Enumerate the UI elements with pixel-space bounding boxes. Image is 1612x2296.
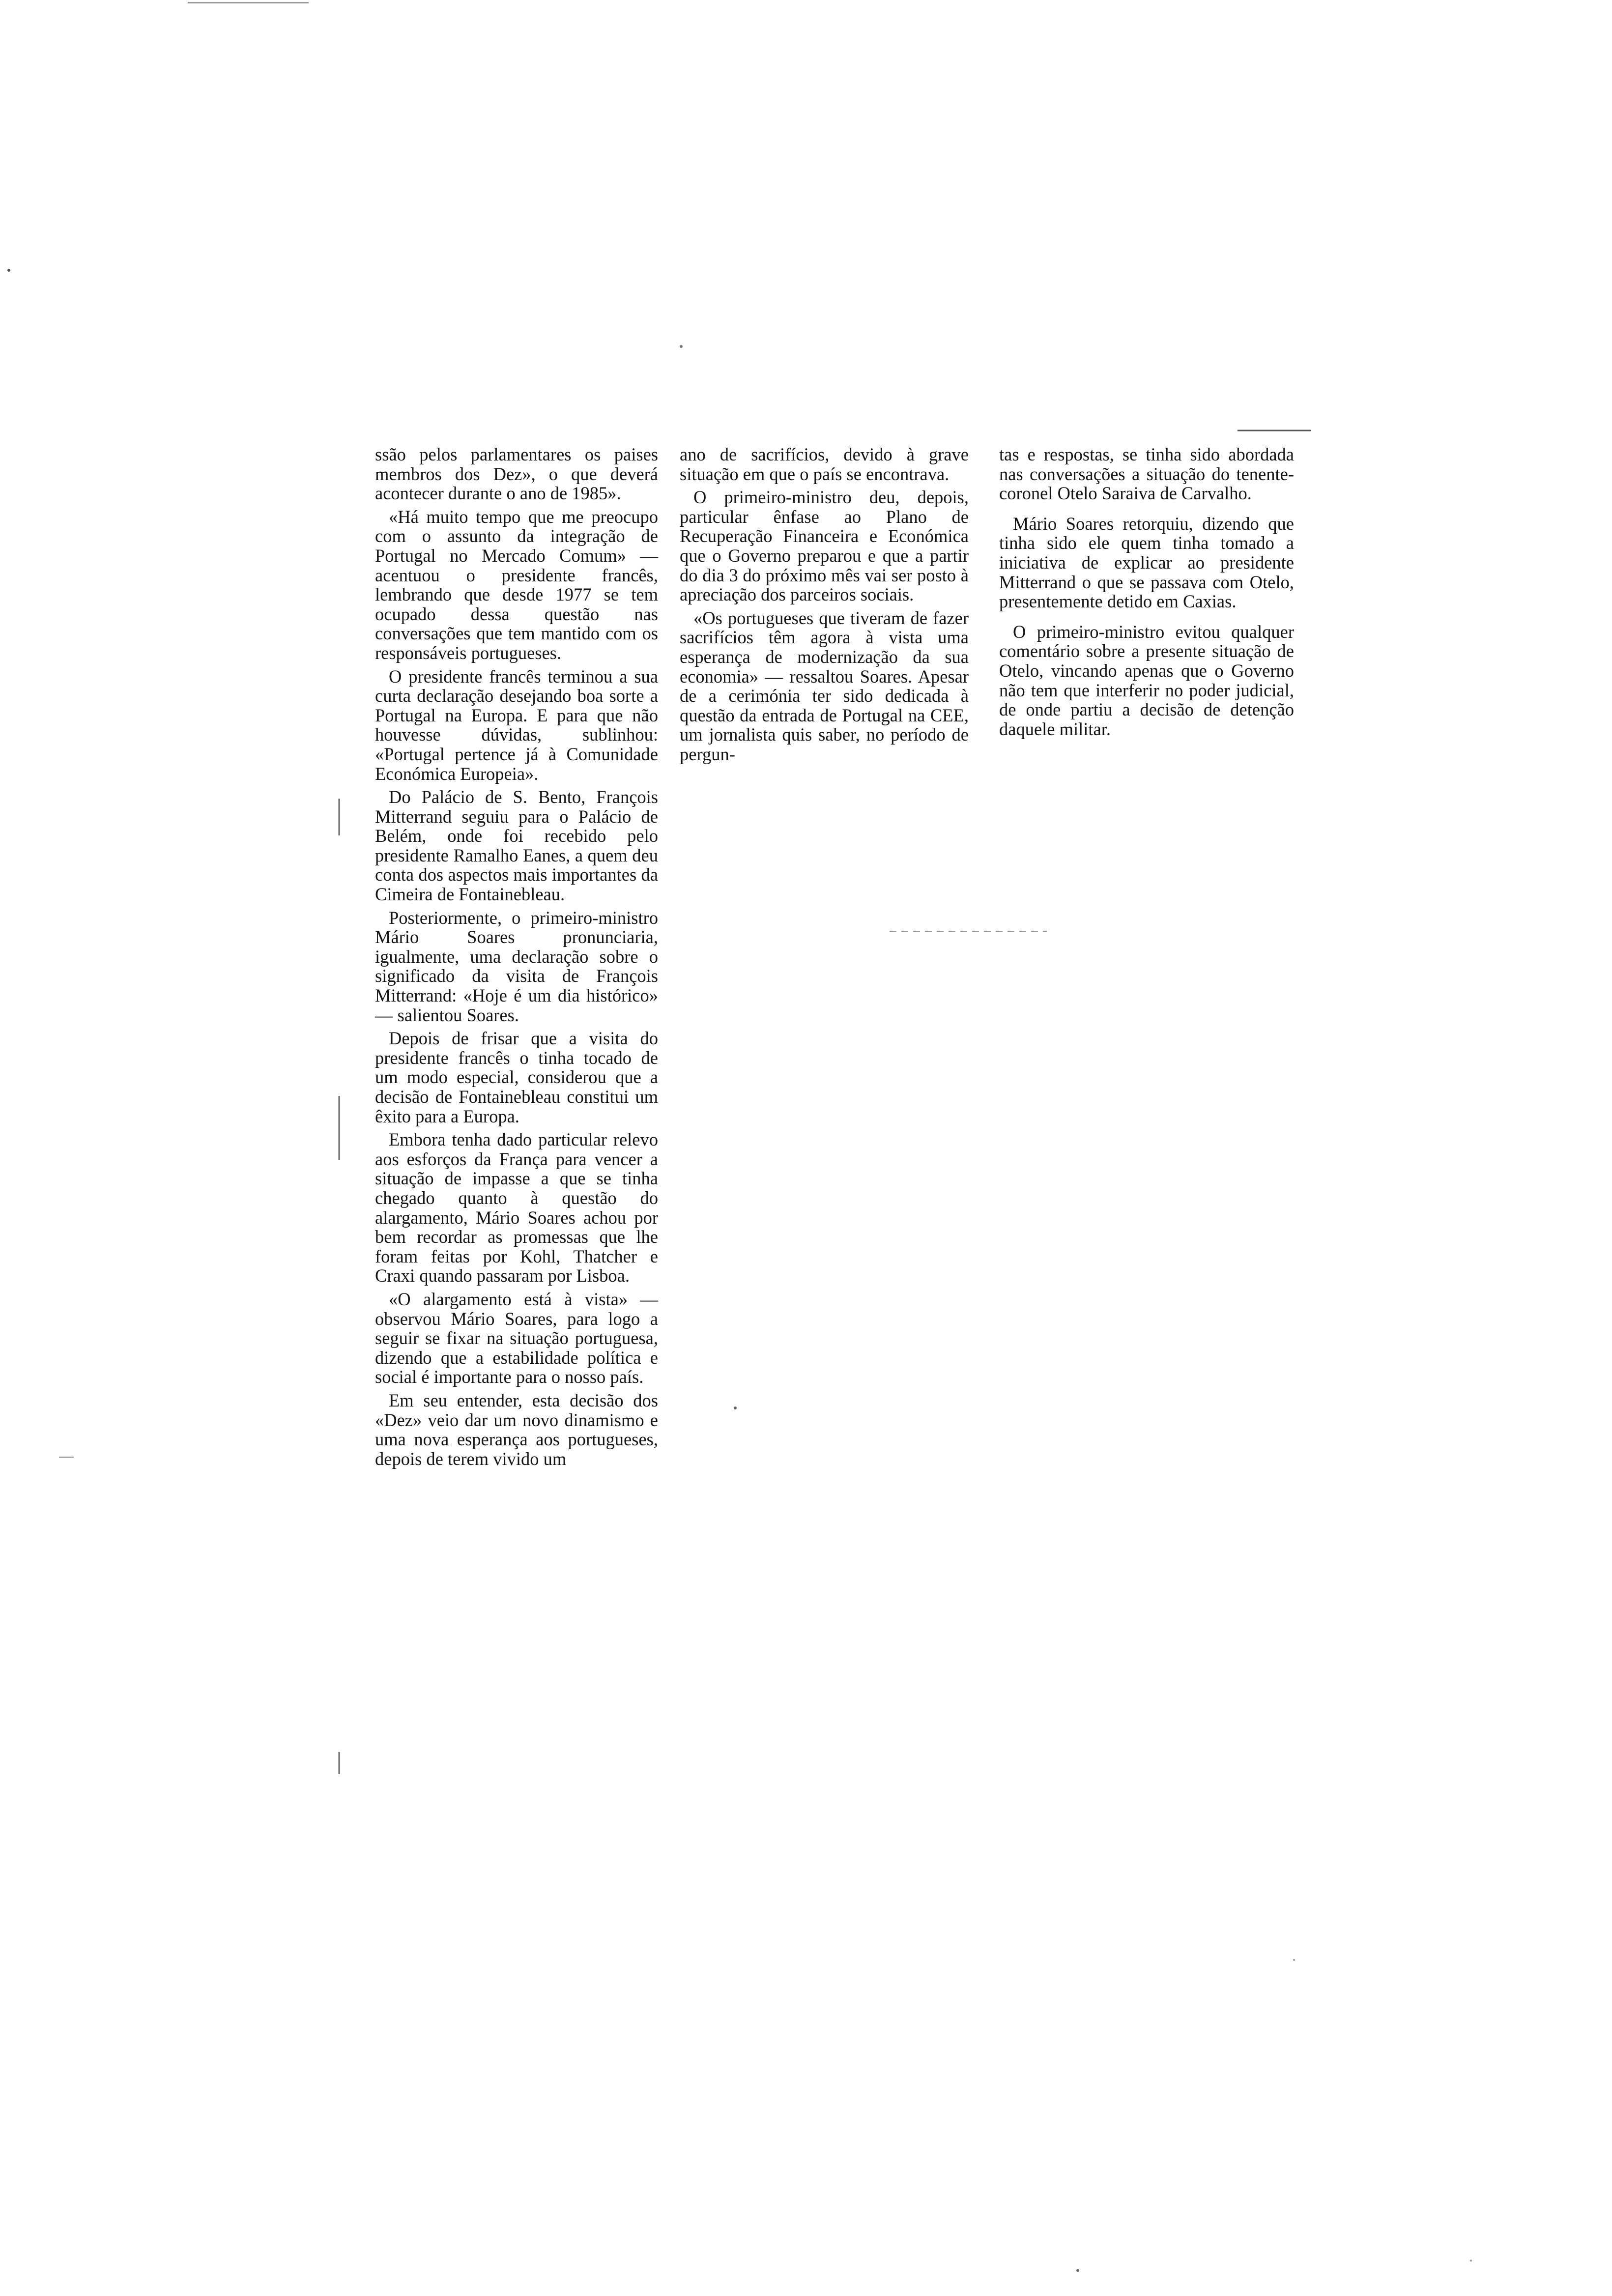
paragraph: ano de sacrifícios, devido à grave situação em que o país se encontrava.	[680, 444, 969, 484]
article-column-1	[375, 445, 658, 1472]
paragraph: Embora tenha dado particular relevo aos esforços da França para vencer a situação de impasse a que se tinha chegado quanto à questão do alargamento, Mário Soares achou por bem recordar as promessas que lhe foram feitas por Kohl, Thatcher e Craxi quando passaram por Lisboa.	[375, 1129, 658, 1286]
paragraph: Posteriormente, o primeiro-ministro Mário Soares pronunciaria, igualmente, uma declaração sobre o significado da visita de François Mitterrand: «Hoje é um dia histórico» — salientou Soares.	[375, 907, 658, 1025]
article-column-3	[999, 445, 1294, 743]
paragraph: ssão pelos parlamentares os paises membros dos Dez», o que deverá acontecer durante o ano de 1985».	[375, 444, 658, 504]
paragraph: Depois de frisar que a visita do presidente francês o tinha tocado de um modo especial, considerou que a decisão de Fontainebleau constitui um êxito para a Europa.	[375, 1028, 658, 1126]
paragraph: «Os portugueses que tiveram de fazer sacrifícios têm agora à vista uma esperança de modernização da sua economia» — ressaltou Soares. Apesar de a cerimónia ter sido dedicada à questão da entrada de Portugal na CEE, um jornalista quis saber, no período de pergun-	[680, 607, 969, 764]
paragraph: «Há muito tempo que me preocupo com o assunto da integração de Portugal no Mercado Comum» — acentuou o presidente francês, lembrando que desde 1977 se tem ocupado dessa questão nas conversações que tem mantido com os responsáveis portugueses.	[375, 506, 658, 663]
article-column-2	[680, 445, 969, 768]
paragraph: Mário Soares retorquiu, dizendo que tinha sido ele quem tinha tomado a iniciativa de explicar ao presidente Mitterrand o que se passava com Otelo, presentemente detido em Caxias.	[999, 513, 1294, 612]
paragraph: Em seu entender, esta decisão dos «Dez» veio dar um novo dinamismo e uma nova esperança aos portugueses, depois de terem vivido um	[375, 1390, 658, 1469]
scan-edge-rule	[188, 2, 309, 3]
paragraph: O presidente francês terminou a sua curta declaração desejando boa sorte a Portugal na Europa. E para que não houvesse dúvidas, sublinhou: «Portugal pertence já à Comunidade Económica Europeia».	[375, 666, 658, 784]
paragraph: O primeiro-ministro deu, depois, particular ênfase ao Plano de Recuperação Financeira e Económica que o Governo preparou e que a partir do dia 3 do próximo mês vai ser posto à apreciação dos parceiros sociais.	[680, 487, 969, 605]
paragraph: Do Palácio de S. Bento, François Mitterrand seguiu para o Palácio de Belém, onde foi recebido pelo presidente Ramalho Eanes, a quem deu conta dos aspectos mais importantes da Cimeira de Fontainebleau.	[375, 787, 658, 905]
paragraph: «O alargamento está à vista» — observou Mário Soares, para logo a seguir se fixar na situação portuguesa, dizendo que a estabilidade política e social é importante para o nosso país.	[375, 1289, 658, 1387]
paragraph: tas e respostas, se tinha sido abordada nas conversações a situação do tenente-coronel Otelo Saraiva de Carvalho.	[999, 444, 1294, 504]
paragraph: O primeiro-ministro evitou qualquer comentário sobre a presente situação de Otelo, vincando apenas que o Governo não tem que interferir no poder judicial, de onde partiu a decisão de detenção daquele militar.	[999, 621, 1294, 739]
